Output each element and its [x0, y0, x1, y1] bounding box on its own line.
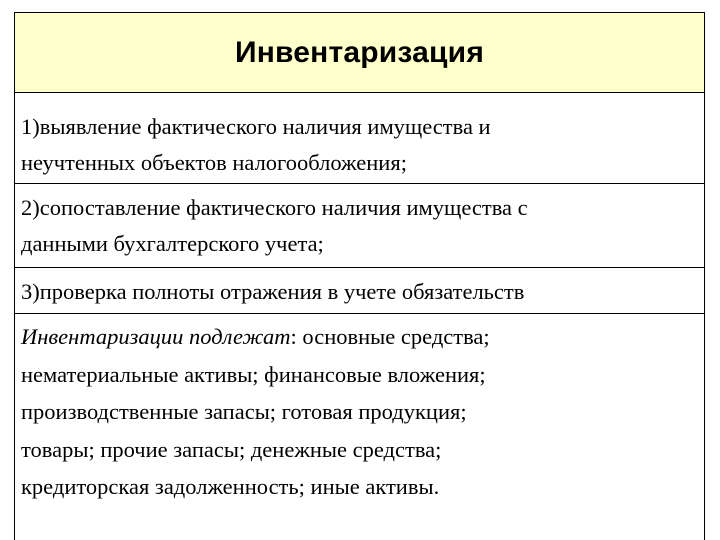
- title-bar: [15, 13, 704, 93]
- list-item-2-line-2: данными бухгалтерского учета;: [21, 231, 324, 256]
- subject-to-label: Инвентаризации подлежат: [21, 324, 291, 349]
- list-item-1-line-1: 1)выявление фактического наличия имущества и: [21, 114, 491, 139]
- list-item-3: [15, 268, 704, 314]
- subject-to-first-line: [21, 318, 698, 356]
- subject-to-line-4: товары; прочие запасы; денежные средства;: [21, 436, 442, 462]
- list-item-1-line-2: неучтенных объектов налогообложения;: [21, 150, 407, 175]
- list-item-2: [15, 184, 704, 268]
- subject-to-block: [15, 314, 704, 514]
- subject-to-line-5: кредиторская задолженность; иные активы.: [21, 474, 440, 499]
- list-item-1: [15, 104, 704, 184]
- slide-title: Инвентаризация: [234, 35, 485, 69]
- subject-to-line-3: производственные запасы; готовая продукция;: [21, 399, 467, 424]
- subject-to-line-2: нематериальные активы; финансовые вложения;: [21, 361, 486, 387]
- content-frame: [14, 12, 705, 540]
- list-item-3-line-1: 3)проверка полноты отражения в учете обязательств: [21, 279, 525, 304]
- list-item-2-line-1: 2)сопоставление фактического наличия имущества с: [21, 195, 528, 220]
- subject-to-first-line-rest: : основные средства;: [290, 324, 490, 349]
